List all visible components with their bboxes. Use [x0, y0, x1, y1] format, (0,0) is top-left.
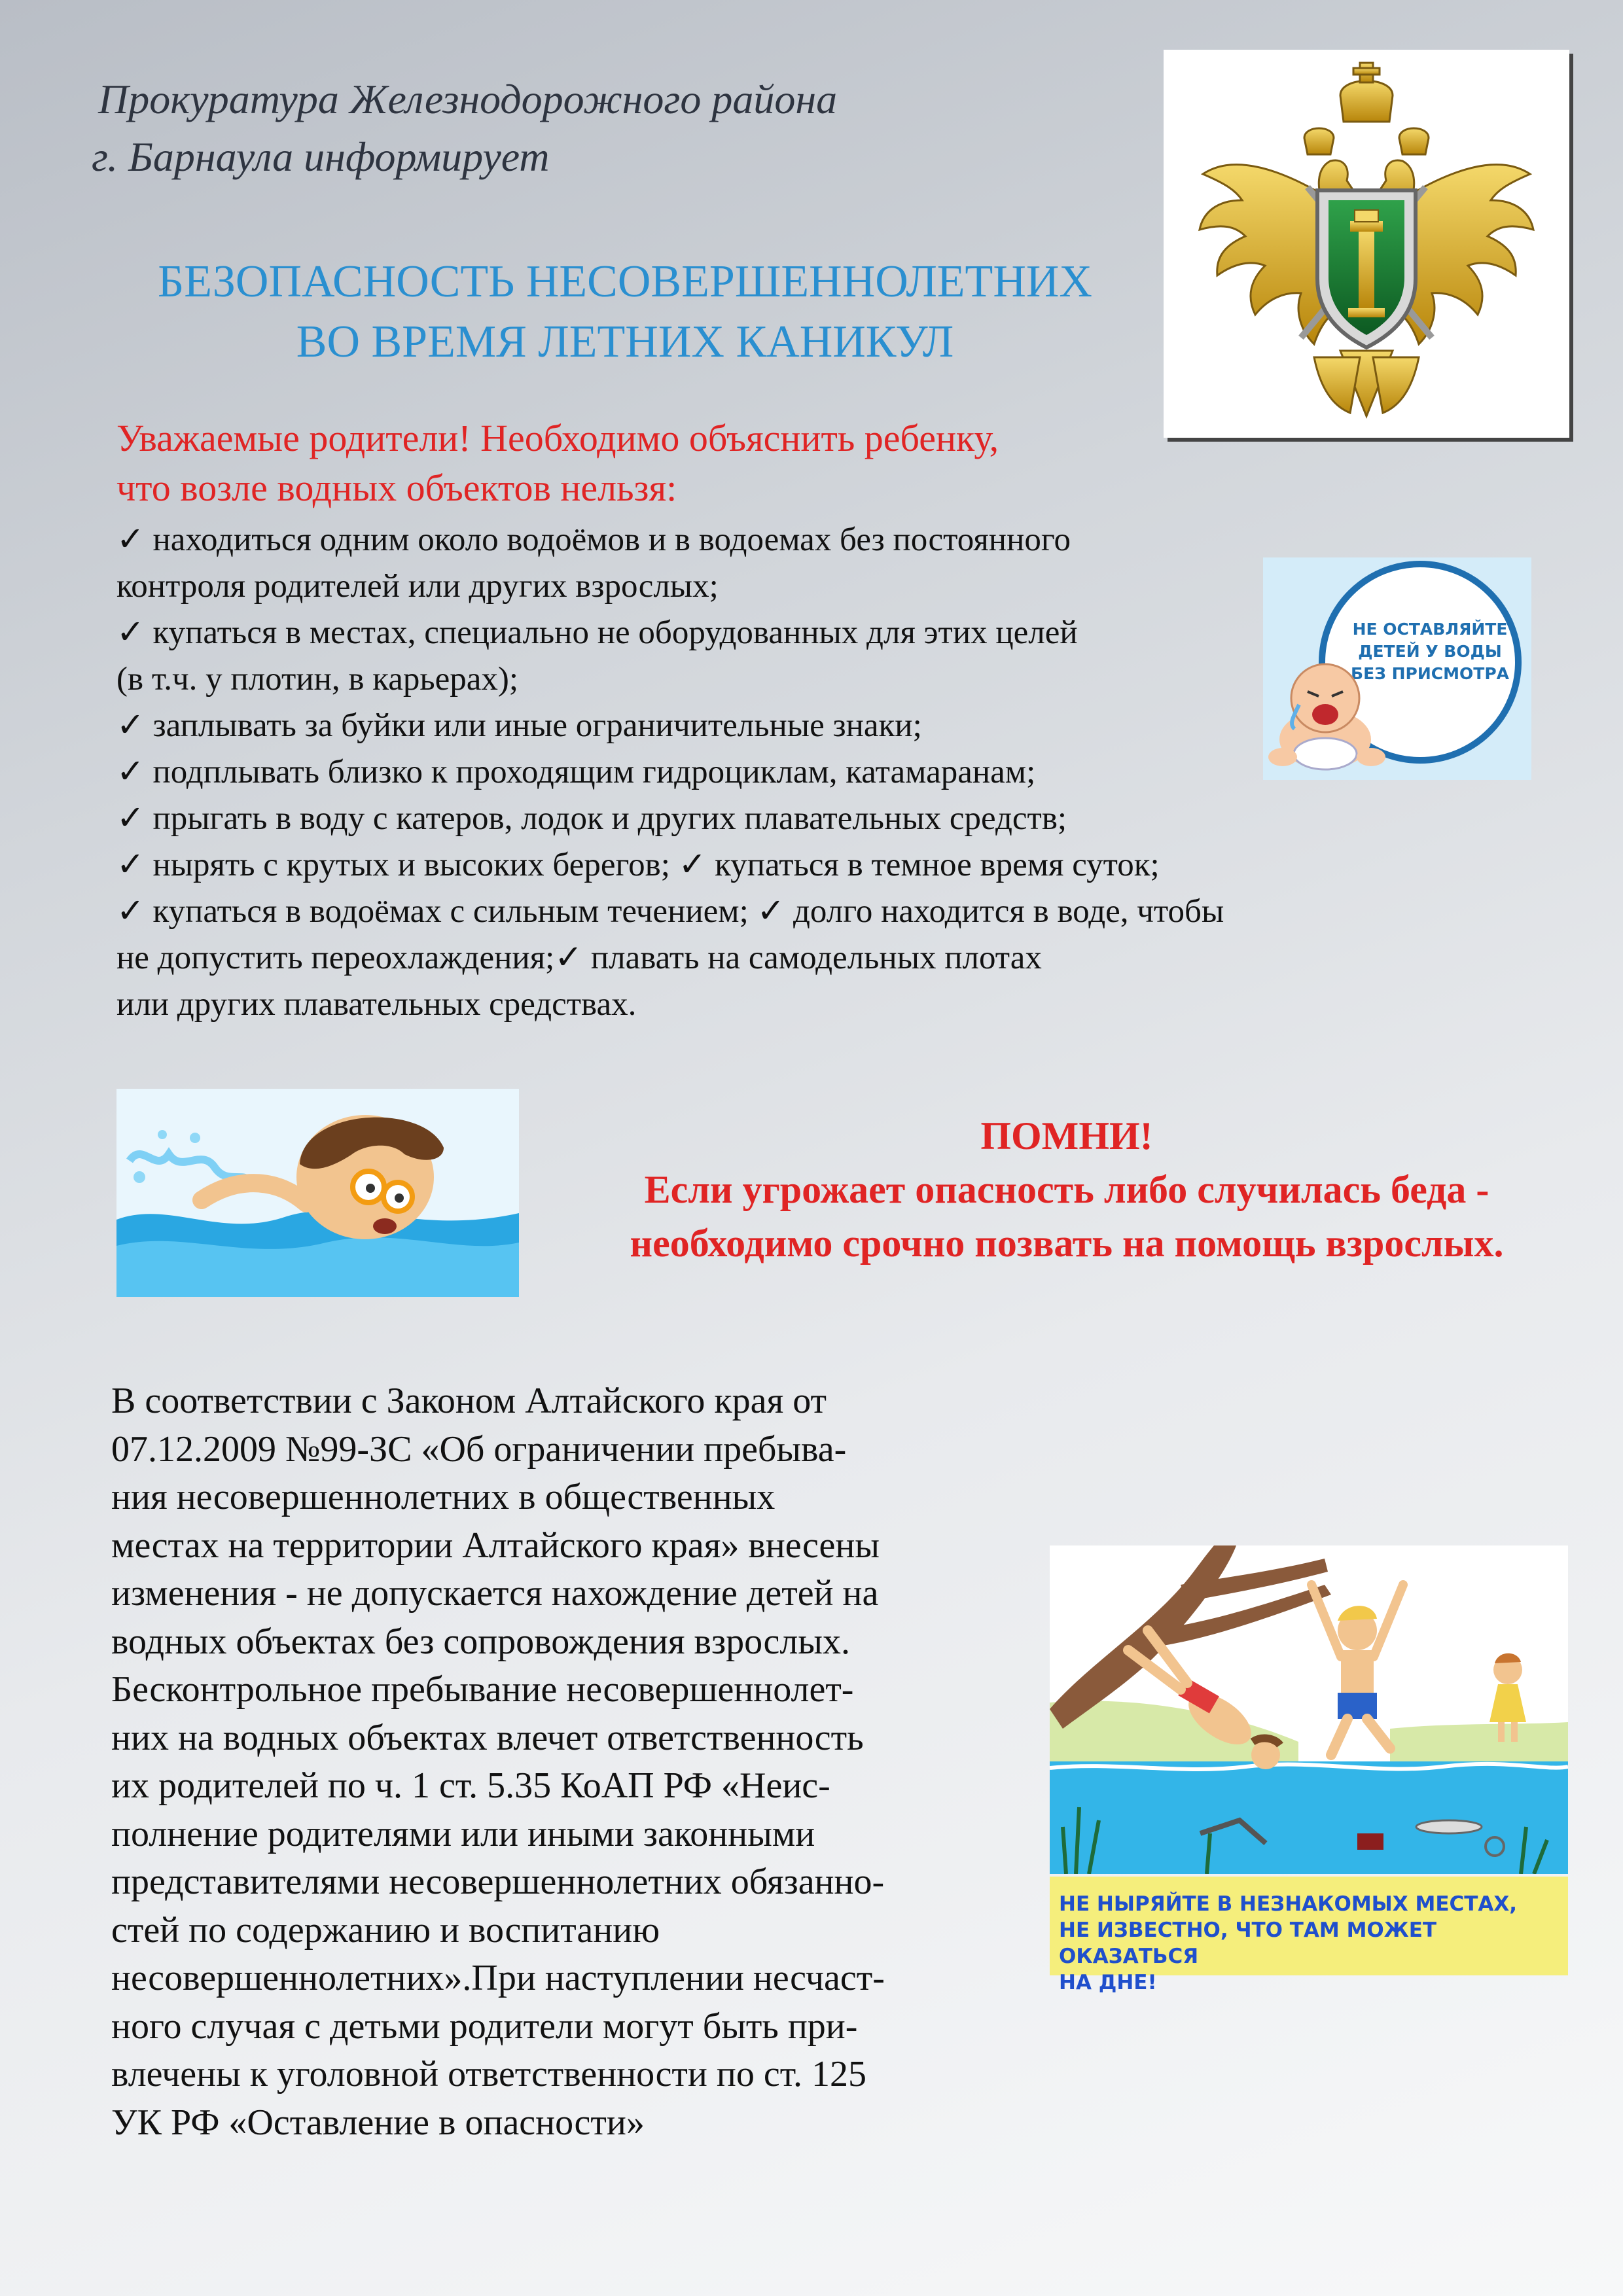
title-line-2: ВО ВРЕМЯ ЛЕТНИХ КАНИКУЛ [296, 317, 954, 367]
rules-line: контроля родителей или других взрослых; [116, 568, 719, 605]
rules-line: не допустить переохлаждения;✓ плавать на самодельных плотах [116, 940, 1042, 976]
appeal-line-1: Уважаемые родители! Необходимо объяснить ребенку, [116, 417, 999, 459]
law-line: полнение родителями или иными законными [111, 1813, 815, 1854]
rules-line: или других плавательных средствах. [116, 986, 637, 1023]
caption-line-1: НЕ НЫРЯЙТЕ В НЕЗНАКОМЫХ МЕСТАХ, [1059, 1892, 1518, 1916]
law-line: ния несовершеннолетних в общественных [111, 1477, 776, 1517]
law-line: ного случая с детьми родители могут быть при- [111, 2005, 858, 2047]
appeal-line-2: что возле водных объектов нельзя: [116, 467, 677, 509]
law-line: них на водных объектах влечет ответственность [111, 1717, 864, 1758]
law-line: влечены к уголовной ответственности по ст. 125 [111, 2054, 866, 2094]
law-paragraph [111, 1377, 1041, 2147]
remember-heading: ПОМНИ! [980, 1114, 1153, 1157]
swimming-boy-icon [116, 1089, 519, 1297]
law-line: Бесконтрольное пребывание несовершеннолет- [111, 1669, 854, 1710]
no-diving-caption [1050, 1877, 1568, 1994]
law-line: УК РФ «Оставление в опасности» [111, 2102, 645, 2143]
remember-line-1: Если угрожает опасность либо случилась беда - [644, 1168, 1489, 1211]
organization-header [92, 71, 1073, 186]
rules-line: ✓ прыгать в воду с катеров, лодок и других плавательных средств; [116, 800, 1067, 837]
law-line: изменения - не допускается нахождение детей на [111, 1573, 879, 1614]
swimming-boy-picture [116, 1089, 519, 1297]
law-line: водных объектах без сопровождения взрослых. [111, 1621, 850, 1662]
rules-line: ✓ нырять с крутых и высоких берегов; ✓ купаться в темное время суток; [116, 847, 1160, 883]
badge-line-3: БЕЗ ПРИСМОТРА [1351, 664, 1509, 683]
caption-line-3: НА ДНЕ! [1059, 1971, 1157, 1994]
rules-line: ✓ находиться одним около водоёмов и в водоемах без постоянного [116, 521, 1071, 558]
unattended-children-badge [1263, 557, 1531, 780]
no-diving-poster [1050, 1545, 1568, 1994]
safety-rules-list [116, 517, 1399, 1028]
law-line: представителями несовершеннолетних обязанно- [111, 1862, 885, 1902]
law-line: их родителей по ч. 1 ст. 5.35 КоАП РФ «Неис- [111, 1765, 830, 1806]
crying-baby-icon [1263, 557, 1531, 780]
caption-line-2: НЕ ИЗВЕСТНО, ЧТО ТАМ МОЖЕТ ОКАЗАТЬСЯ [1059, 1918, 1437, 1968]
rules-line: (в т.ч. у плотин, в карьерах); [116, 661, 519, 698]
remember-line-2: необходимо срочно позвать на помощь взрослых. [630, 1222, 1504, 1265]
law-line: несовершеннолетних».При наступлении несчаст- [111, 1958, 885, 1998]
badge-line-1: НЕ ОСТАВЛЯЙТЕ [1352, 620, 1508, 639]
prosecutor-emblem-icon [1164, 50, 1569, 438]
law-line: стей по содержанию и воспитанию [111, 1909, 660, 1951]
organization-line-2: г. Барнаула информирует [92, 133, 550, 180]
badge-line-2: ДЕТЕЙ У ВОДЫ [1358, 642, 1502, 661]
title-line-1: БЕЗОПАСНОСТЬ НЕСОВЕРШЕННОЛЕТНИХ [158, 256, 1092, 307]
rules-line: ✓ подплывать близко к проходящим гидроциклам, катамаранам; [116, 754, 1036, 790]
rules-line: ✓ купаться в местах, специально не оборудованных для этих целей [116, 614, 1078, 651]
page-title [85, 252, 1165, 372]
rules-line: ✓ заплывать за буйки или иные ограничительные знаки; [116, 707, 922, 744]
children-diving-illustration [1050, 1545, 1568, 1874]
law-line: В соответствии с Законом Алтайского края от [111, 1381, 827, 1421]
law-line: местах на территории Алтайского края» внесены [111, 1525, 880, 1566]
remember-warning [543, 1109, 1590, 1270]
organization-line-1: Прокуратура Железнодорожного района [98, 76, 838, 122]
law-line: 07.12.2009 №99-ЗС «Об ограничении пребыва- [111, 1428, 847, 1470]
prosecutor-emblem [1164, 50, 1569, 438]
rules-line: ✓ купаться в водоёмах с сильным течением; ✓ долго находится в воде, чтобы [116, 893, 1224, 930]
parents-appeal [116, 414, 1177, 513]
